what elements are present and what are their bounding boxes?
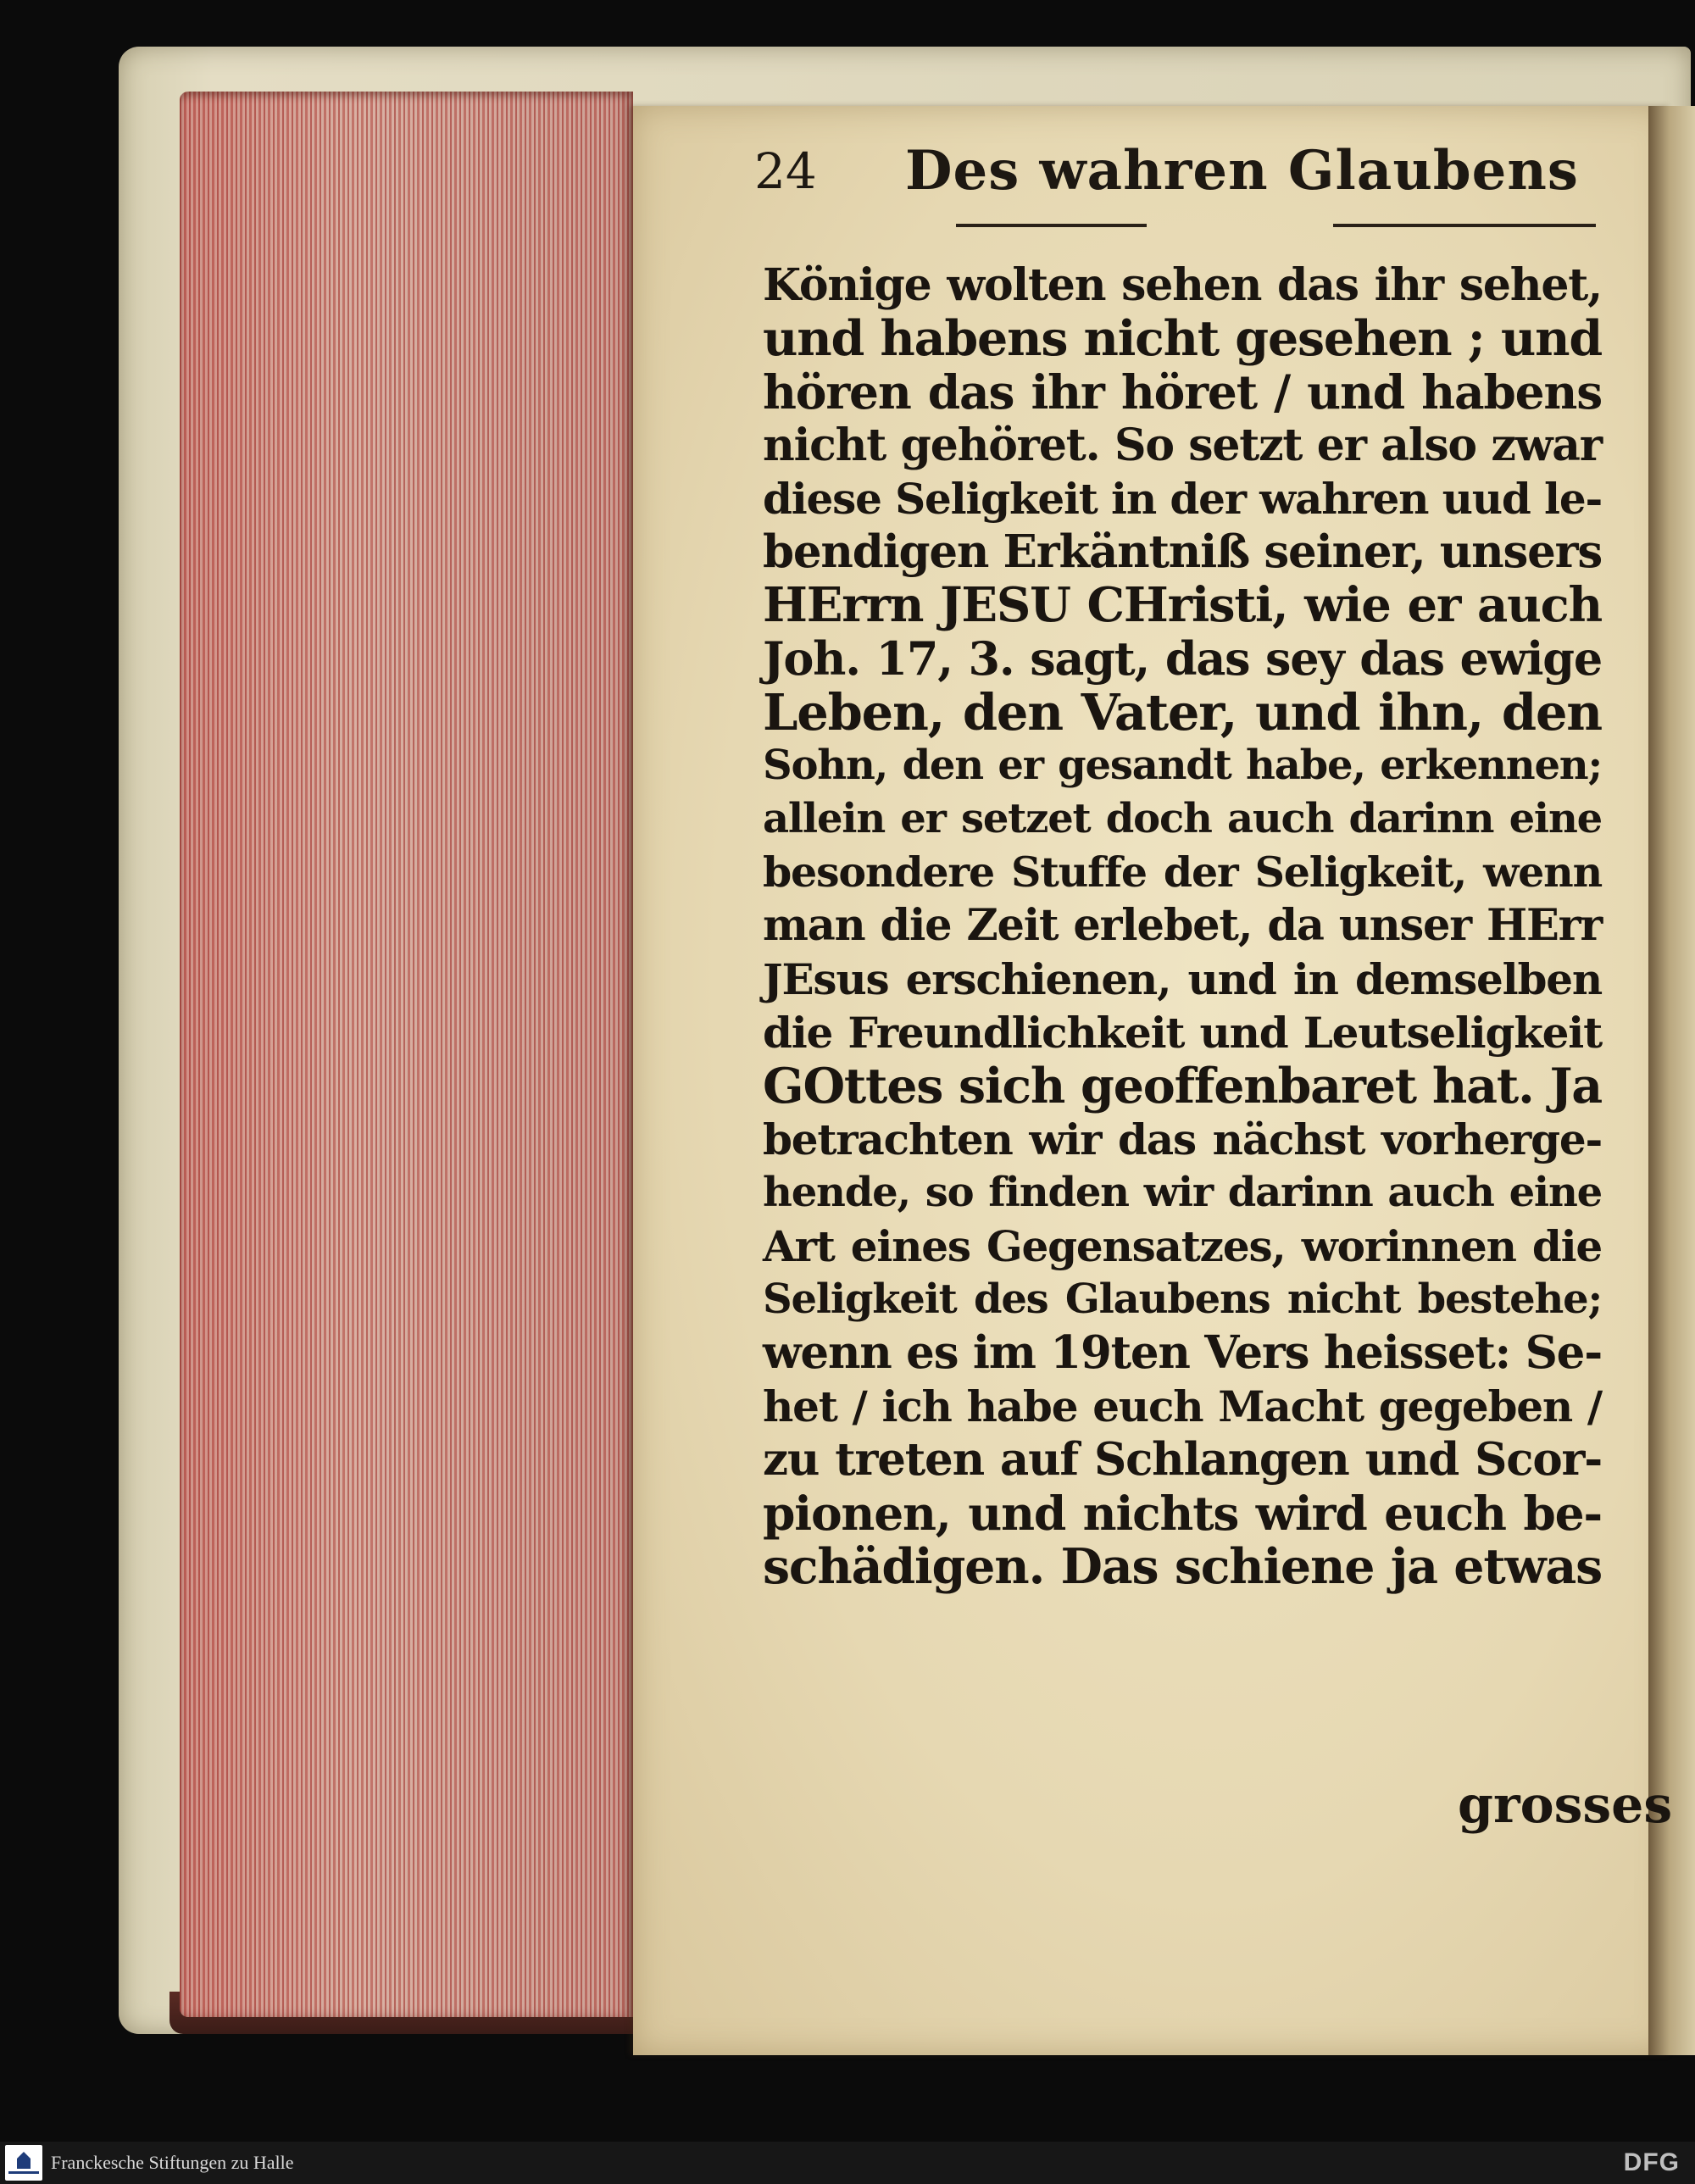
text-line: JEsus erschienen, und in demselben [763,954,1602,1004]
institution-logo-icon[interactable] [5,2145,42,2181]
institution-name[interactable]: Franckesche Stiftungen zu Halle [51,2152,294,2173]
text-line: zu treten auf Schlangen und Scor- [763,1433,1602,1486]
text-line: und habens nicht gesehen ; und [763,310,1602,367]
text-line: wenn es im 19ten Vers heisset: Se- [763,1326,1602,1379]
page-edges [180,92,633,2017]
running-head: Des wahren Glaubens [905,139,1579,203]
viewer-footer [0,2142,1695,2184]
text-line: Seligkeit des Glaubens nicht bestehe; [763,1275,1602,1323]
text-line: betrachten wir das nächst vorherge- [763,1114,1602,1164]
dfg-logo: DFG [1623,2148,1680,2176]
text-line: Joh. 17, 3. sagt, das sey das ewige [763,631,1602,686]
text-line: diese Seligkeit in der wahren uud le- [763,474,1602,524]
body-text [763,258,1602,1593]
text-line: allein er setzet doch auch darinn eine [763,795,1602,842]
text-line: HErrn JESU CHristi, wie er auch [763,577,1602,633]
text-line: het / ich habe euch Macht gegeben / [763,1381,1602,1431]
text-line: schädigen. Das schiene ja etwas [763,1538,1602,1595]
header-rule-left [956,224,1147,227]
text-line: bendigen Erkäntniß seiner, unsers [763,525,1602,578]
text-line: besondere Stuffe der Seligkeit, wenn [763,847,1602,897]
text-line: die Freundlichkeit und Leutseligkeit [763,1008,1602,1058]
text-line: hören das ihr höret / und habens [763,364,1602,420]
logo-caption-bar [8,2171,39,2174]
text-line: GOttes sich geoffenbaret hat. Ja [763,1058,1602,1114]
text-line: man die Zeit erlebet, da unser HErr [763,900,1602,951]
building-icon [17,2152,31,2169]
page-header [744,139,1600,219]
catchword: grosses [1458,1776,1673,1835]
text-line: Art eines Gegensatzes, worinnen die [763,1221,1602,1271]
text-line: pionen, und nichts wird euch be- [763,1486,1602,1541]
header-rule-right [1333,224,1596,227]
page-number: 24 [754,142,817,200]
page-gutter [1648,106,1695,2055]
text-line: Leben, den Vater, und ihn, den [763,683,1602,742]
text-line: nicht gehöret. So setzt er also zwar [763,420,1602,471]
text-line: Könige wolten sehen das ihr sehet, [763,259,1602,311]
text-line: Sohn, den er gesandt habe, erkennen; [763,742,1602,789]
text-line: hende, so finden wir darinn auch eine [763,1169,1602,1216]
